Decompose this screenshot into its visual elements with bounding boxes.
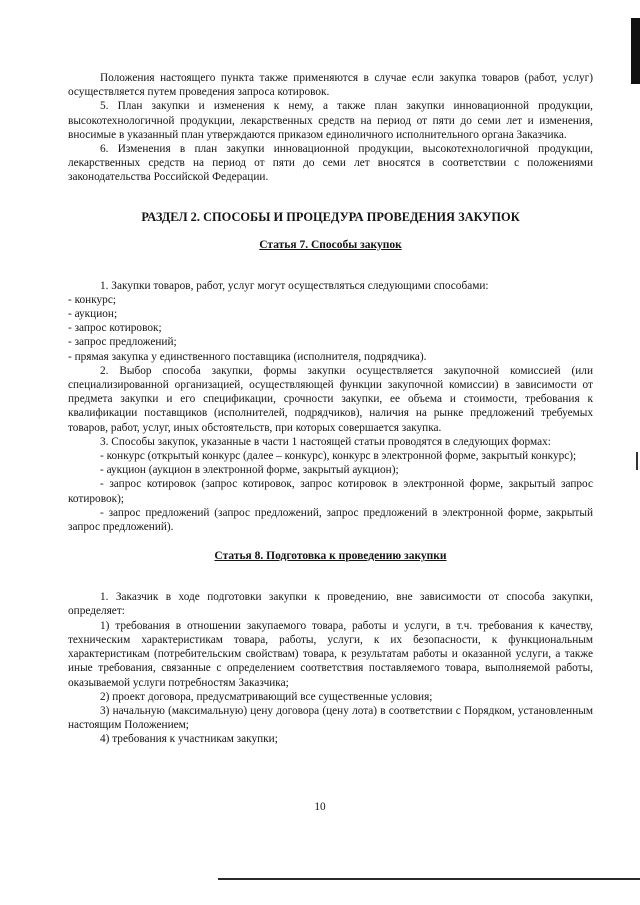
article-8-paragraph-1: 1. Заказчик в ходе подготовки закупки к проведению, вне зависимости от способа закупки, определяет: <box>68 591 593 618</box>
scan-edge-mark <box>631 18 640 84</box>
form-item: - запрос предложений (запрос предложений, запрос предложений в электронной форме, закрытый запрос предложений). <box>68 506 593 534</box>
requirement-item: 1) требования в отношении закупаемого товара, работы и услуги, в т.ч. требования к качеству, техническим характеристикам товара, работы, услуги, к их безопасности, к функциональным характеристикам (потребительским свойствам) товара, к результатам работы и оказанной услуги, а также иные требования, связанные с определением соответствия поставляемого товара, выполняемой работы, оказываемой услуги потребностям Заказчика; <box>68 619 593 689</box>
paragraph-5: 5. План закупки и изменения к нему, а также план закупки инновационной продукции, высокотехнологичной продукции, лекарственных средств на период от пяти до семи лет и изменения, вносимые в указанный план утверждаются приказом единоличного исполнительного органа Заказчика. <box>68 100 593 141</box>
article-7-paragraph-2: 2. Выбор способа закупки, формы закупки осуществляется закупочной комиссией (или специализированной организацией, осуществляющей функции закупочной комиссии) в зависимости от предмета закупки и его спецификации, срочности закупки, ее объема и стоимости, требования к квалификации поставщиков (исполнителей, подрядчиков), наличия на рынке предложений требуемых товаров, работ, услуг, иных обстоятельств, при которых совершается закупка. <box>68 364 593 434</box>
method-item: - конкурс; <box>68 293 116 306</box>
article-7-title: Статья 7. Способы закупок <box>259 238 402 251</box>
body-text <box>68 71 593 747</box>
form-item: - аукцион (аукцион в электронной форме, закрытый аукцион); <box>100 464 399 477</box>
page-number: 10 <box>314 801 326 813</box>
article-7-paragraph-1: 1. Закупки товаров, работ, услуг могут осуществляться следующими способами: <box>100 279 489 292</box>
paragraph-intro: Положения настоящего пункта также применяются в случае если закупка товаров (работ, услуг) осуществляется путем проведения запроса котировок. <box>68 72 593 99</box>
requirement-item: 2) проект договора, предусматривающий все существенные условия; <box>100 690 433 703</box>
method-item: - запрос предложений; <box>68 336 177 349</box>
form-item: - конкурс (открытый конкурс (далее – конкурс), конкурс в электронной форме, закрытый конкурс); <box>100 450 577 463</box>
method-item: - запрос котировок; <box>68 322 162 335</box>
method-item: - аукцион; <box>68 308 118 321</box>
paragraph-6: 6. Изменения в план закупки инновационной продукции, высокотехнологичной продукции, лекарственных средств на период от пяти до семи лет вносятся в соответствии с положениями законодательства Российской Федерации. <box>68 143 593 184</box>
method-item: - прямая закупка у единственного поставщика (исполнителя, подрядчика). <box>68 350 427 363</box>
article-7-paragraph-3: 3. Способы закупок, указанные в части 1 настоящей статьи проводятся в следующих формах: <box>100 435 551 448</box>
section-title: РАЗДЕЛ 2. СПОСОБЫ И ПРОЦЕДУРА ПРОВЕДЕНИЯ ЗАКУПОК <box>141 209 520 224</box>
requirement-item: 4) требования к участникам закупки; <box>100 733 278 746</box>
footer-rule <box>218 878 640 880</box>
form-item: - запрос котировок (запрос котировок, запрос котировок в электронной форме, закрытый запрос котировок); <box>68 478 593 505</box>
article-8-title: Статья 8. Подготовка к проведению закупки <box>214 550 447 563</box>
requirement-item: 3) начальную (максимальную) цену договора (цену лота) в соответствии с Порядком, установленным настоящим Положением; <box>68 704 593 732</box>
scan-edge-tick <box>636 452 638 470</box>
